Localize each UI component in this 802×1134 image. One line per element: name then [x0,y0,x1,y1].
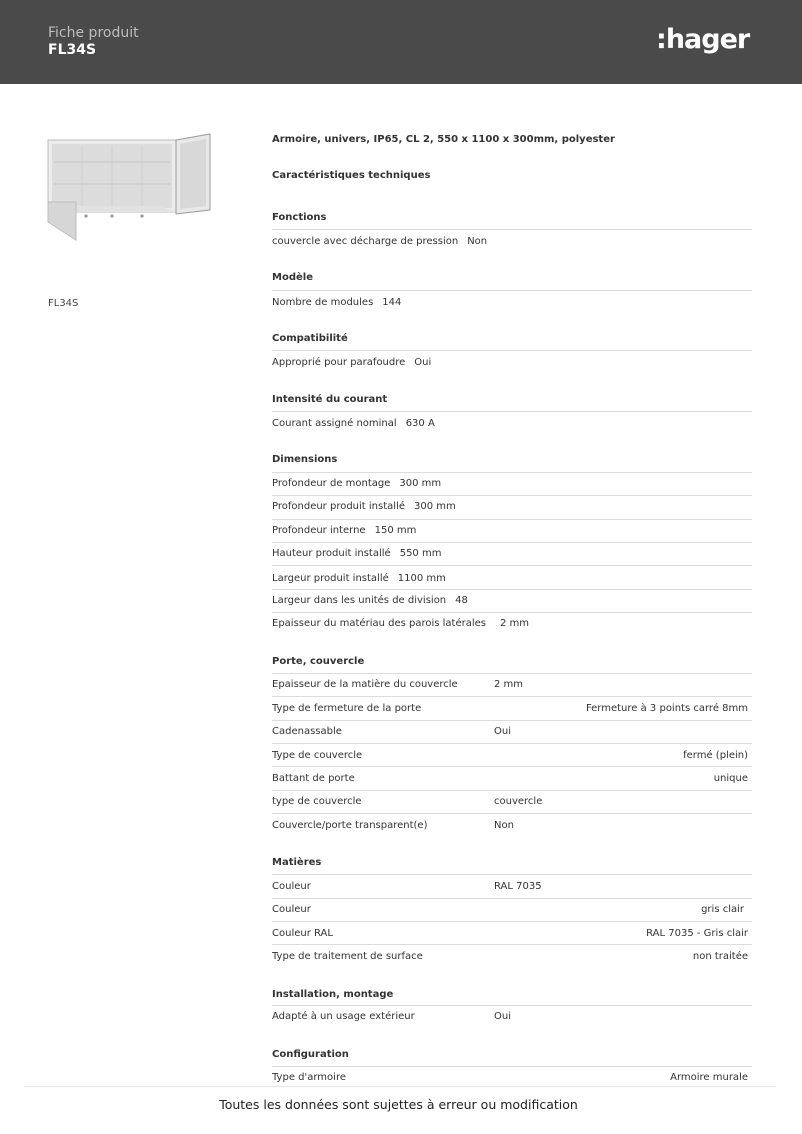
spec-label: Largeur dans les unités de division 48 [272,595,468,606]
section-installation-title: Installation, montage [272,989,394,1000]
spec-row [272,548,752,571]
spec-row [272,1072,752,1095]
page-header [0,0,802,84]
footer-disclaimer: Toutes les données sont sujettes à erreur ou modification [219,1097,578,1112]
spec-label: Adapté à un usage extérieur [272,1011,415,1022]
spec-label: Cadenassable [272,726,342,737]
product-code-label: FL34S [48,298,79,309]
spec-label: Largeur produit installé 1100 mm [272,573,446,584]
spec-value: 144 [382,297,402,308]
product-image [46,132,214,244]
spec-row [272,951,752,974]
spec-label: Epaisseur de la matière du couvercle [272,679,458,690]
spec-value: Oui [494,1011,511,1022]
spec-value: 150 mm [374,525,417,536]
spec-row [272,796,752,819]
spec-row [272,928,752,951]
spec-row [272,525,752,548]
spec-value: 550 mm [399,548,442,559]
spec-row [272,1011,752,1034]
footer-divider [24,1086,776,1087]
spec-label: type de couvercle [272,796,362,807]
spec-value: Oui [414,357,432,368]
spec-label: Profondeur produit installé 300 mm [272,501,456,512]
spec-label: Battant de porte [272,773,355,784]
spec-label: Type de traitement de surface [272,951,423,962]
spec-label: Profondeur interne 150 mm [272,525,417,536]
spec-value: RAL 7035 - Gris clair [646,928,748,939]
section-modele-title: Modèle [272,272,313,283]
spec-row [272,595,752,618]
section-porte-title: Porte, couvercle [272,656,365,667]
spec-row [272,618,752,641]
spec-row [272,820,752,843]
spec-label: Type d'armoire [272,1072,346,1083]
spec-row [272,750,752,773]
spec-value: Non [494,820,514,831]
spec-row [272,773,752,796]
spec-label: Approprié pour parafoudre Oui [272,357,432,368]
spec-row [272,297,752,320]
spec-row [272,679,752,702]
spec-value: Oui [494,726,511,737]
spec-value: 630 A [405,418,435,429]
spec-label: Couleur RAL [272,928,333,939]
spec-value: Non [467,236,488,247]
section-matieres-title: Matières [272,857,322,868]
spec-row [272,236,752,259]
spec-value: 1100 mm [397,573,446,584]
section-intensite-title: Intensité du courant [272,394,388,405]
spec-label: Profondeur de montage 300 mm [272,478,442,489]
spec-row [272,357,752,380]
spec-row [272,726,752,749]
hager-logo: :hager [656,24,750,55]
header-product-code: FL34S [48,42,97,58]
spec-label: Couleur [272,881,311,892]
spec-value: 2 mm [500,618,530,629]
spec-value: Armoire murale [670,1072,748,1083]
product-title: Armoire, univers, IP65, CL 2, 550 x 1100 x 300mm, polyester [272,134,615,145]
spec-value: gris clair [701,904,744,915]
spec-row [272,418,752,441]
section-configuration-title: Configuration [272,1049,349,1060]
spec-value: couvercle [494,796,543,807]
spec-row [272,573,752,596]
spec-label: Epaisseur du matériau des parois latérales 2 mm [272,618,530,629]
spec-value: RAL 7035 [494,881,542,892]
section-dimensions-title: Dimensions [272,454,338,465]
spec-value: 48 [455,595,468,606]
spec-row [272,904,752,927]
section-fonctions-title: Fonctions [272,212,327,223]
spec-value: non traitée [692,951,748,962]
spec-value: fermé (plein) [683,750,748,761]
spec-row [272,703,752,726]
spec-value: Fermeture à 3 points carré 8mm [585,703,748,714]
spec-label: couvercle avec décharge de pression Non [272,236,488,247]
spec-value: 2 mm [494,679,524,690]
spec-value: 300 mm [399,478,442,489]
header-subtitle: Fiche produit [48,25,139,41]
section-caracteristiques: Caractéristiques techniques [272,170,431,181]
spec-value: 300 mm [413,501,456,512]
spec-label: Hauteur produit installé 550 mm [272,548,442,559]
spec-label: Type de couvercle [272,750,363,761]
spec-label: Nombre de modules 144 [272,297,402,308]
spec-value: unique [713,773,748,784]
spec-label: Courant assigné nominal 630 A [272,418,435,429]
spec-row [272,881,752,904]
spec-label: Couleur [272,904,311,915]
spec-label: Couvercle/porte transparent(e) [272,820,428,831]
spec-row [272,501,752,524]
spec-label: Type de fermeture de la porte [272,703,422,714]
section-compatibilite-title: Compatibilité [272,333,348,344]
spec-row [272,478,752,501]
